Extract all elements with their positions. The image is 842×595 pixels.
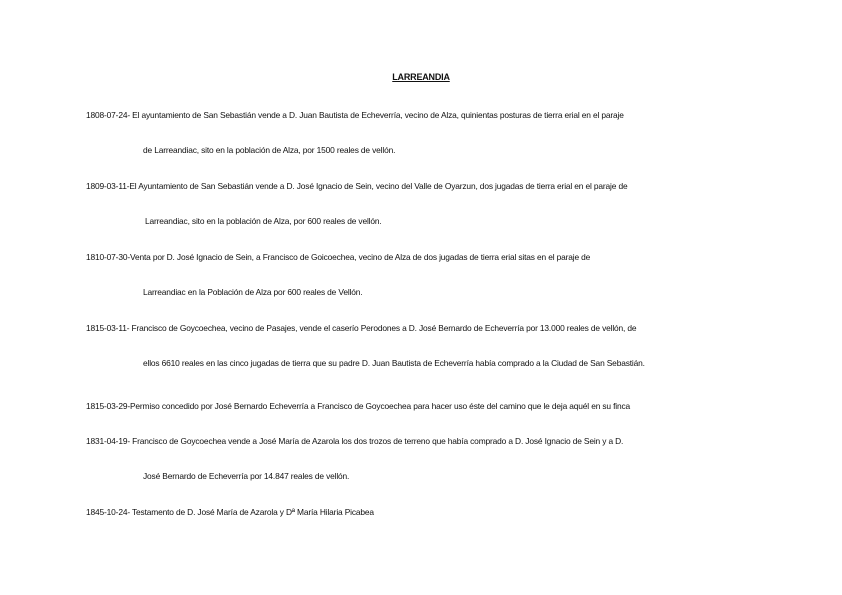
- entry-6-line-1: 1831-04-19- Francisco de Goycoechea vende a José María de Azarola los dos trozos de terreno que había comprado a D. José Ignacio de Sein y a D.: [86, 436, 624, 446]
- entry-4-line-2: ellos 6610 reales en las cinco jugadas de tierra que su padre D. Juan Bautista de Echeverría había comprado a la Ciudad de San Sebastián.: [143, 358, 645, 368]
- entry-3-line-1: 1810-07-30-Venta por D. José Ignacio de Sein, a Francisco de Goicoechea, vecino de Alza de dos jugadas de tierra erial sitas en el paraje de: [86, 252, 591, 262]
- document-title: LARREANDIA: [392, 72, 450, 82]
- entry-5-line-1: 1815-03-29-Permiso concedido por José Bernardo Echeverría a Francisco de Goycoechea para hacer uso éste del camino que le deja aquél en su finca: [86, 401, 631, 411]
- entry-4-line-1: 1815-03-11- Francisco de Goycoechea, vecino de Pasajes, vende el caserío Perodones a D. José Bernardo de Echeverría por 13.000 reales de vellón, de: [86, 323, 637, 333]
- entry-2-line-2: Larreandiac, sito en la población de Alza, por 600 reales de vellón.: [145, 216, 382, 226]
- entry-3-line-2: Larreandiac en la Población de Alza por 600 reales de Vellón.: [143, 287, 363, 297]
- entry-2-line-1: 1809-03-11-El Ayuntamiento de San Sebastián vende a D. José Ignacio de Sein, vecino del Valle de Oyarzun, dos jugadas de tierra erial en el paraje de: [86, 181, 628, 191]
- entry-6-line-2: José Bernardo de Echeverría por 14.847 reales de vellón.: [143, 471, 350, 481]
- entry-1-line-2: de Larreandiac, sito en la población de Alza, por 1500 reales de vellón.: [143, 145, 396, 155]
- entry-1-line-1: 1808-07-24- El ayuntamiento de San Sebastián vende a D. Juan Bautista de Echeverría, vecino de Alza, quinientas posturas de tierra erial en el paraje: [86, 110, 624, 120]
- entry-7-line-1: 1845-10-24- Testamento de D. José María de Azarola y Dª María Hilaria Picabea: [86, 507, 374, 517]
